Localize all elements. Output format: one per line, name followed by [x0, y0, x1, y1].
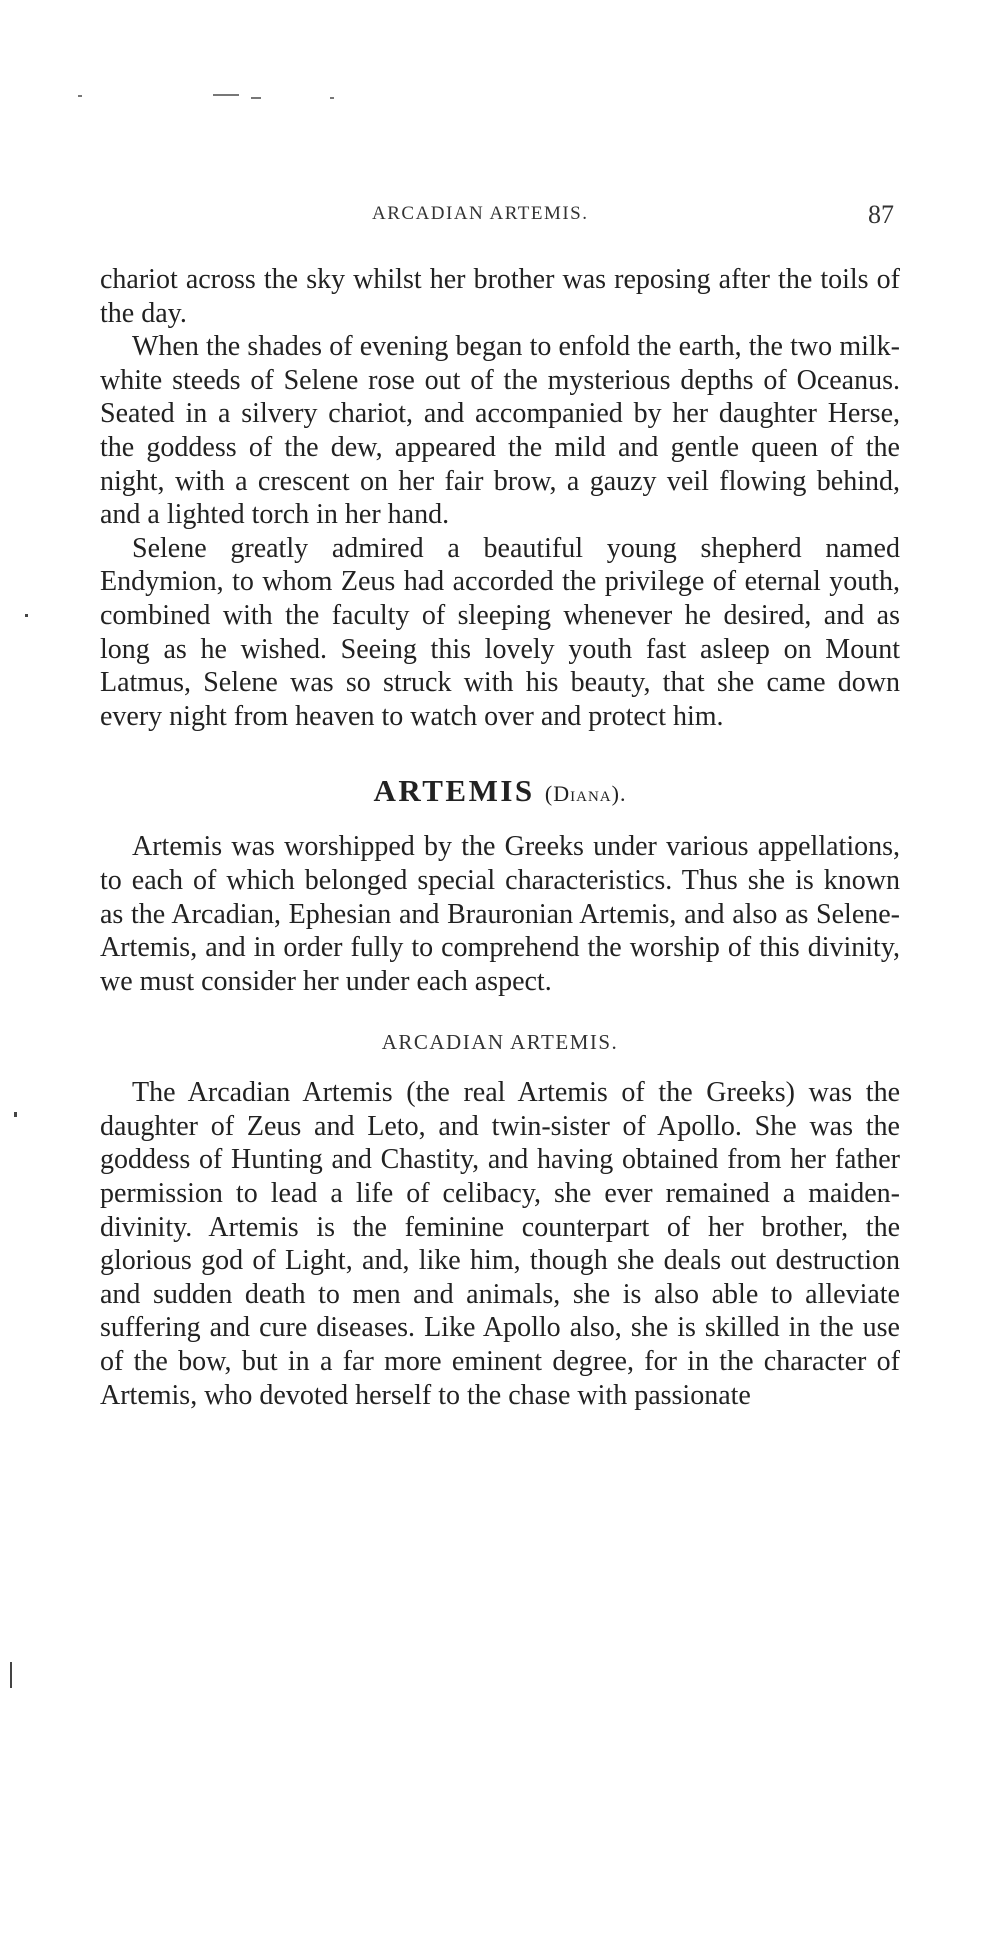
paragraph-arcadian-artemis: The Arcadian Artemis (the real Artemis of the Greeks) was the daughter of Zeus and Leto, and twin-sister of Apollo. She was the goddess of Hunting and Chastity, and having obtained from her father permission to lead a life of celibacy, she ever remained a maiden-divinity. Artemis is the feminine counterpart of her brother, the glorious god of Light, and, like him, though she deals out destruction and sudden death to men and animals, she is also able to alleviate suffering and cure diseases. Like Apollo also, she is skilled in the use of the bow, but in a far more eminent degree, for in the character of Artemis, who devoted herself to the chase with passionate: [100, 1077, 900, 1411]
page-number: 87: [868, 200, 894, 229]
margin-speck: [14, 1112, 17, 1117]
paragraph-appellations: Artemis was worshipped by the Greeks under various appellations, to each of which belonged special characteristics. Thus she is known as the Arcadian, Ephesian and Brauronian Artemis, and also as Selene-Artemis, and in order fully to comprehend the worship of this divinity, we must consider her under each aspect.: [100, 831, 900, 997]
chapter-heading: [100, 773, 900, 809]
chapter-subtitle: (Diana).: [544, 781, 627, 807]
running-title: ARCADIAN ARTEMIS.: [372, 203, 589, 224]
paragraph-continuation: chariot across the sky whilst her brother was reposing after the toils of the day.: [100, 264, 900, 329]
section-heading: ARCADIAN ARTEMIS.: [381, 1030, 619, 1055]
top-margin-mark: [213, 94, 239, 96]
margin-speck: [10, 1662, 12, 1688]
top-margin-mark: [78, 95, 82, 97]
top-margin-mark: [330, 97, 334, 99]
paragraph-endymion: Selene greatly admired a beautiful young shepherd named Endymion, to whom Zeus had accorded the privilege of eternal youth, combined with the faculty of sleeping whenever he desired, and as long as he wished. Seeing this lovely youth fast asleep on Mount Latmus, Selene was so struck with his beauty, that she came down every night from heaven to watch over and protect him.: [100, 532, 900, 732]
top-margin-mark: [251, 97, 261, 99]
chapter-title: ARTEMIS: [373, 773, 535, 809]
body-text: [100, 263, 900, 1412]
paragraph-evening: When the shades of evening began to enfold the earth, the two milk-white steeds of Selene rose out of the mysterious depths of Oceanus. Seated in a silvery chariot, and accompanied by her daughter Herse, the goddess of the dew, appeared the mild and gentle queen of the night, with a crescent on her fair brow, a gauzy veil flowing behind, and a lighted torch in her hand.: [100, 331, 900, 531]
margin-speck: [25, 614, 28, 617]
running-head: [0, 200, 1000, 243]
